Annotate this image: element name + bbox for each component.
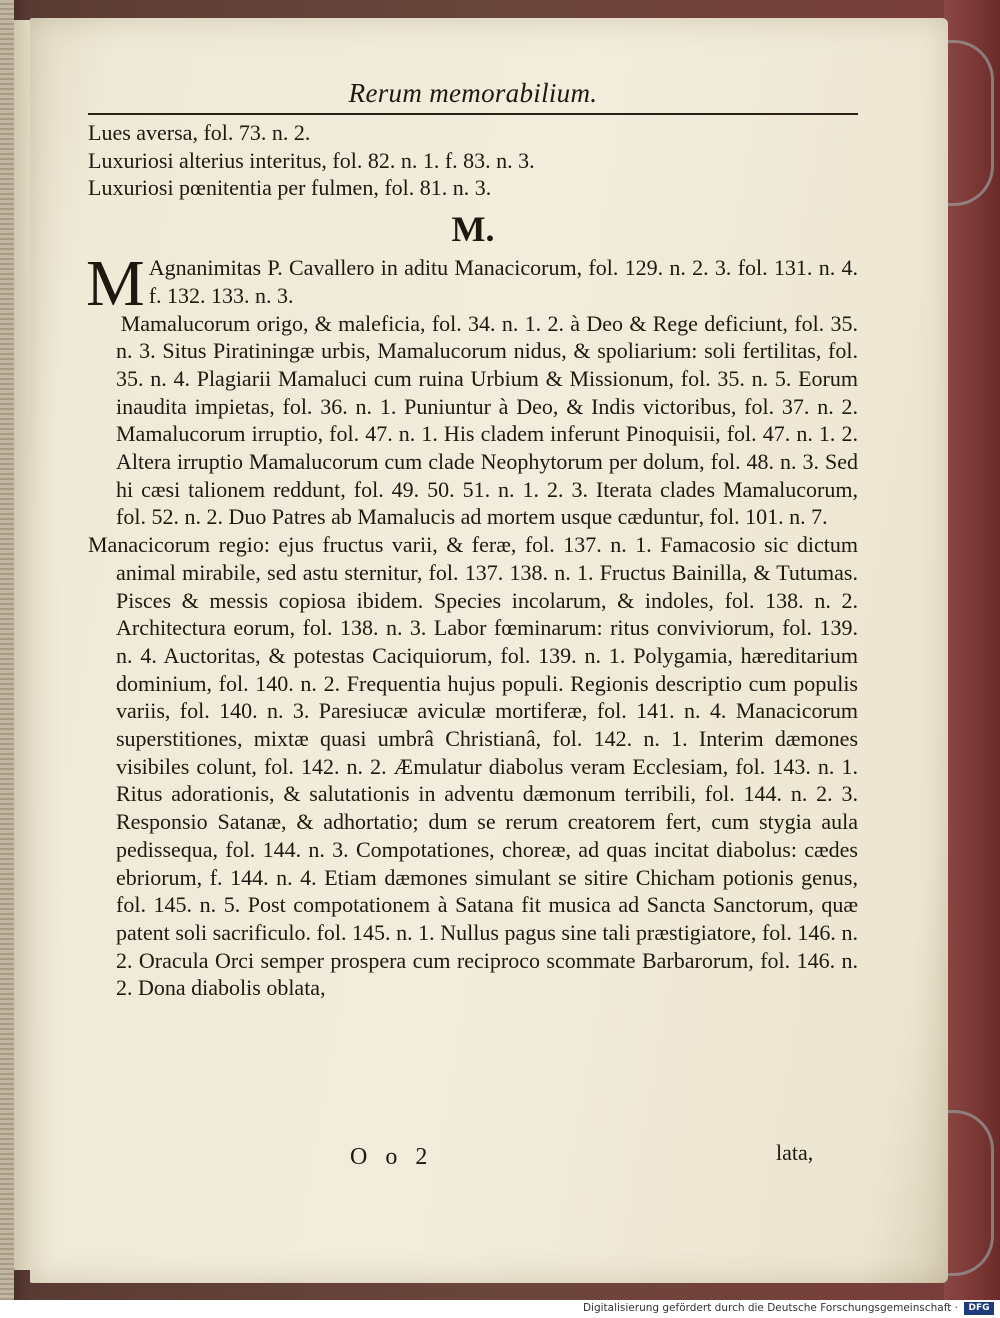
index-entry-mamalucorum: Mamalucorum origo, & maleficia, fol. 34. n. 1. 2. à Deo & Rege deficiunt, fol. 35. n. 3. Situs Piratiningæ urbis, Mamalucorum nidus, & spoliarium: soli fertilitas, fol. 35. n. 4. Plagiarii Mamaluci cum ruina Urbium & Missionum, fol. 35. n. 5. Eorum inaudita impietas, fol. 36. n. 1. Puniuntur à Deo, & Indis victoribus, fol. 37. n. 2. Mamalucorum irruptio, fol. 47. n. 1. His cladem inferunt Pinoquisii, fol. 47. n. 1. 2. Altera irruptio Mamalucorum cum clade Neophytorum per dolum, fol. 48. n. 3. Sed hi cæsi talionem reddunt, fol. 49. 50. 51. n. 1. 2. 3. Iterata clades Mamalucorum, fol. 52. n. 2. Duo Patres ab Mamalucis ad mortem usque cæduntur, fol. 101. n. 7. xyxy=(116,310,858,530)
section-letter: M. xyxy=(451,209,495,250)
footer-credit: Digitalisierung gefördert durch die Deutsche Forschungsgemeinschaft · xyxy=(582,1302,958,1314)
running-head: Rerum memorabilium. xyxy=(348,78,598,108)
index-content xyxy=(88,78,858,1002)
clamp-top xyxy=(947,40,994,206)
drop-cap: M xyxy=(86,247,145,321)
index-entry-manacicorum: Manacicorum regio: ejus fructus varii, & feræ, fol. 137. n. 1. Famacosio sic dictum animal mirabile, sed astu sternitur, fol. 137. 138. n. 1. Fructus Bainilla, & Tutumas. Pisces & messis copiosa ibidem. Species incolarum, & indoles, fol. 138. n. 2. Architectura eorum, fol. 138. n. 3. Labor fœminarum: ritus conviviorum, fol. 139. n. 4. Auctoritas, & potestas Caciquiorum, fol. 139. n. 1. Polygamia, hæreditarium dominium, fol. 140. n. 2. Frequentia hujus populi. Regionis descriptio cum populis variis, fol. 140. n. 3. Paresiucæ aviculæ mortiferæ, fol. 141. n. 4. Manacicorum superstitiones, mixtæ quasi umbrâ Christianâ, fol. 142. n. 1. Interim dæmones visibiles colunt, fol. 142. n. 2. Æmulatur diabolus veram Ecclesiam, fol. 143. n. 1. Ritus adorationis, & salutationis in adventu dæmonum terribili, fol. 144. n. 2. 3. Responsio Satanæ, & adhortatio; dum se rerum creatorem fert, cum stygia aula pedissequa, fol. 144. n. 3. Compotationes, choreæ, ad quas incitat diabolus: cædes ebriorum, f. 144. n. 4. Etiam dæmones simulant se sitire Chicham potionis genus, fol. 145. n. 5. Post compotationem à Satana fit musica ad Sancta Sanctorum, quæ patent soli sacrificulo. fol. 145. n. 1. Nullus pagus sine tali præstigiatore, fol. 146. n. 2. Oracula Orci semper prospera cum reciproco scommate Barbarorum, fol. 146. n. 2. Dona diabolis oblata, xyxy=(88,532,858,1001)
clamp-bottom xyxy=(947,1110,994,1276)
index-entry: Luxuriosi pœnitentia per fulmen, fol. 81. n. 3. xyxy=(88,175,492,201)
left-page-edges xyxy=(0,0,14,1300)
header-rule xyxy=(88,113,858,115)
index-entry: Luxuriosi alterius interitus, fol. 82. n. 1. f. 83. n. 3. xyxy=(88,147,535,173)
catchword: lata, xyxy=(776,1140,814,1165)
dfg-logo: DFG xyxy=(964,1302,994,1315)
signature-mark: O o 2 xyxy=(350,1144,434,1170)
book-cover-right xyxy=(944,0,1000,1300)
index-entry: Lues aversa, fol. 73. n. 2. xyxy=(88,120,311,145)
index-entry-magnanimitas xyxy=(86,247,858,321)
index-entry-text: Agnanimitas P. Cavallero in aditu Manacicorum, fol. 129. n. 2. 3. fol. 131. n. 4. f. 132. 133. n. 3. xyxy=(148,255,858,308)
